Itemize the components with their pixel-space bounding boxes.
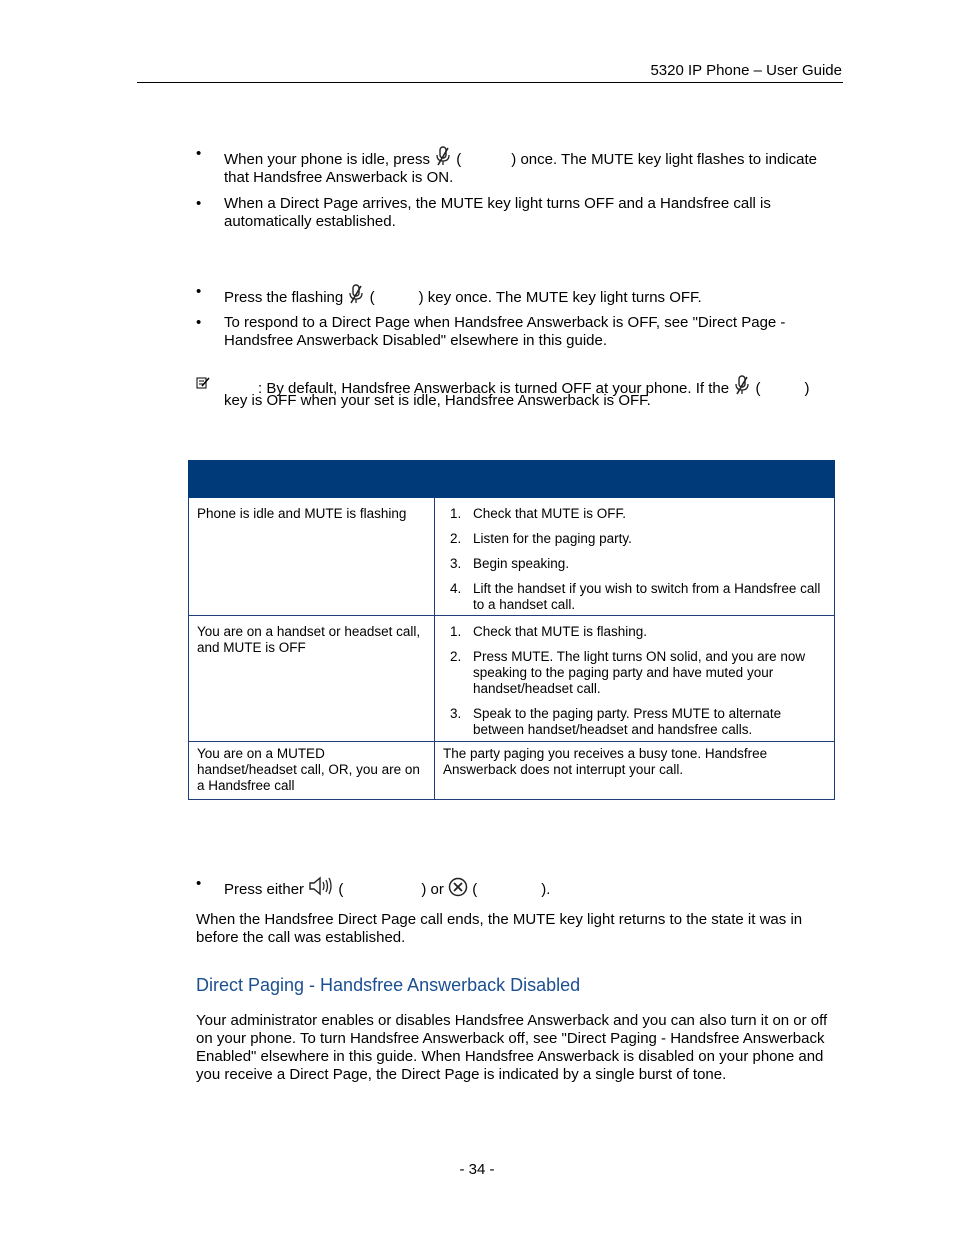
table-cell: You are on a handset or headset call, and MUTE is OFF [189, 616, 435, 742]
bullet-text: When your phone is idle, press ( ) once. The MUTE key light flashes to indicate that Handsfree Answerback is ON. [224, 145, 844, 187]
bullet-dot: • [196, 314, 202, 331]
table-cell: Phone is idle and MUTE is flashing [189, 498, 435, 616]
bullet-text: Press either ( ) or ( ). [224, 875, 844, 899]
steps-list [435, 498, 834, 615]
mute-microphone-icon [434, 145, 452, 167]
note-pencil-icon [196, 376, 210, 389]
bullet-text-part: Press either [224, 881, 305, 898]
mute-microphone-icon [347, 283, 365, 305]
table-header-cell [435, 461, 835, 498]
list-item: 3. Begin speaking. [465, 556, 826, 572]
table-header-cell [189, 461, 435, 498]
paragraph: When the Handsfree Direct Page call ends, the MUTE key light returns to the state it was in before the call was established. [196, 911, 803, 946]
header-title: 5320 IP Phone – User Guide [650, 62, 842, 79]
bullet-text-part: ) key once. The MUTE key light turns OFF. [418, 289, 702, 306]
bullet-text: When a Direct Page arrives, the MUTE key light turns OFF and a Handsfree call is automatically established. [224, 195, 771, 230]
note-text: : By default, Handsfree Answerback is turned OFF at your phone. If the [258, 380, 730, 397]
direct-page-table [188, 460, 835, 800]
table-cell [435, 498, 835, 616]
list-item: 2. Press MUTE. The light turns ON solid, and you are now speaking to the paging party and have muted your handset/headset call. [465, 649, 826, 697]
bullet-text-part: ) or [421, 881, 444, 898]
bullet-text: Press the flashing ( ) key once. The MUTE key light turns OFF. [224, 283, 844, 307]
table-row [189, 498, 835, 616]
table-cell: The party paging you receives a busy tone. Handsfree Answerback does not interrupt your call. [435, 742, 835, 800]
list-item: 1. Check that MUTE is OFF. [465, 506, 826, 522]
bullet-text-part: When your phone is idle, press [224, 151, 430, 168]
speaker-icon [308, 875, 334, 897]
list-item: 1. Check that MUTE is flashing. [465, 624, 826, 640]
list-item: 4. Lift the handset if you wish to switch from a Handsfree call to a handset call. [465, 581, 826, 613]
steps-list [435, 616, 834, 740]
section-heading: Direct Paging - Handsfree Answerback Disabled [196, 975, 581, 995]
note-text: key is OFF when your set is idle, Handsfree Answerback is OFF. [224, 392, 651, 409]
release-x-icon [448, 877, 468, 897]
bullet-text-part: ) once. The MUTE key light flashes to indicate that Handsfree Answerback is ON. [224, 151, 817, 186]
bullet-dot: • [196, 283, 202, 300]
bullet-text-part: ). [541, 881, 551, 898]
paragraph: Your administrator enables or disables Handsfree Answerback and you can also turn it on or off on your phone. To turn Handsfree Answerback off, see "Direct Paging - Handsfree Answerback Enabled" elsewhere in this guide. When Handsfree Answerback is disabled on your phone and you receive a Direct Page, the Direct Page is indicated by a single burst of tone. [196, 1012, 828, 1083]
page-header [137, 61, 843, 83]
table-cell [435, 616, 835, 742]
table-cell: You are on a MUTED handset/headset call, OR, you are on a Handsfree call [189, 742, 435, 800]
bullet-dot: • [196, 145, 202, 162]
table-row [189, 616, 835, 742]
list-item: 2. Listen for the paging party. [465, 531, 826, 547]
bullet-dot: • [196, 195, 202, 212]
bullet-text-part: Press the flashing [224, 289, 344, 306]
bullet-text: To respond to a Direct Page when Handsfree Answerback is OFF, see "Direct Page - Handsfree Answerback Disabled" elsewhere in this guide. [224, 314, 786, 349]
page-number: - 34 - [459, 1161, 495, 1178]
list-item: 3. Speak to the paging party. Press MUTE to alternate between handset/headset and handsfree calls. [465, 706, 826, 738]
table-row [189, 742, 835, 800]
table-header-row [189, 461, 835, 498]
bullet-dot: • [196, 875, 202, 892]
